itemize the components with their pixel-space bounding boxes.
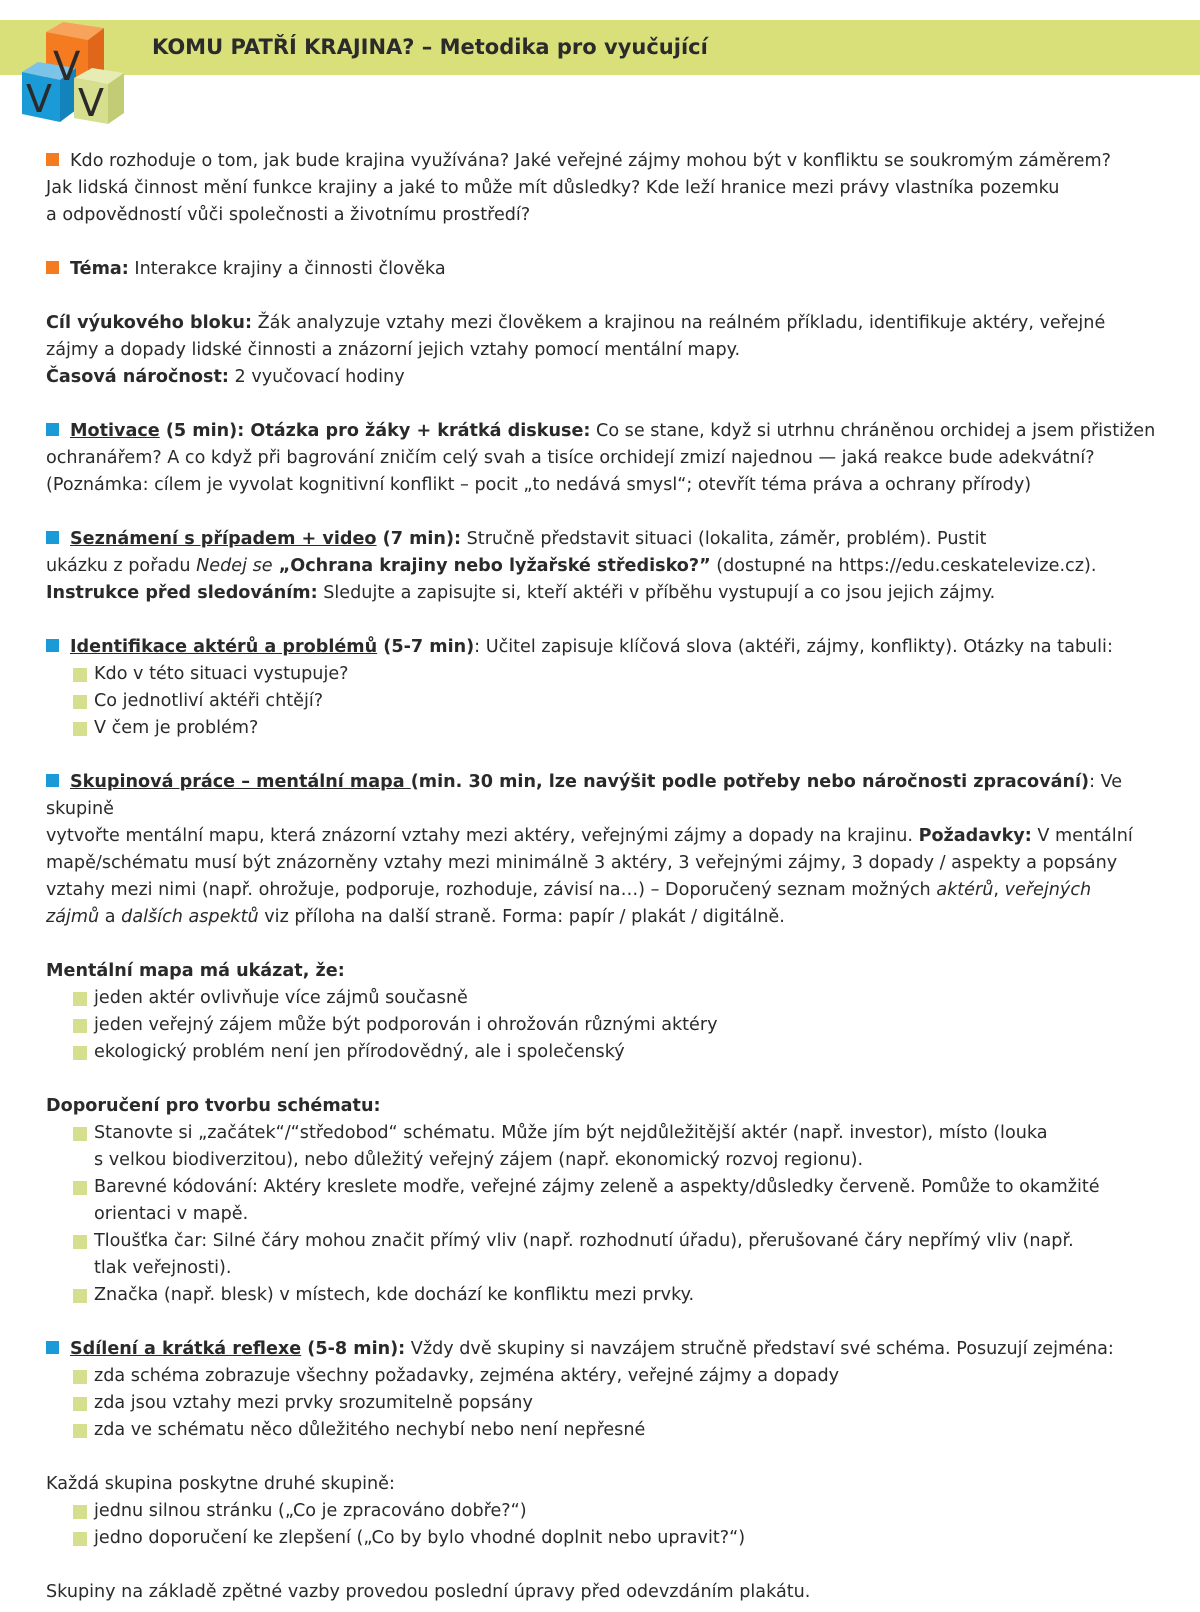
list-item: jeden veřejný zájem může být podporován i ohrožován různými aktéry	[46, 1012, 1176, 1039]
page-title: KOMU PATŘÍ KRAJINA? – Metodika pro vyučující	[152, 35, 708, 59]
green-square-icon	[73, 1424, 87, 1438]
tema-line: Téma: Interakce krajiny a činnosti člověka	[46, 256, 1176, 283]
list-item: V čem je problém?	[46, 715, 1176, 742]
list-item: Značka (např. blesk) v místech, kde dochází ke konfliktu mezi prvky.	[46, 1282, 1176, 1309]
green-square-icon	[73, 1019, 87, 1033]
blue-square-icon	[46, 423, 59, 436]
list-item: jedno doporučení ke zlepšení („Co by bylo vhodné doplnit nebo upravit?“)	[46, 1525, 1176, 1552]
green-square-icon	[73, 1505, 87, 1519]
list-item: Barevné kódování: Aktéry kreslete modře, veřejné zájmy zeleně a aspekty/důsledky červeně. Pomůže to okamžité orientaci v mapě.	[46, 1174, 1176, 1228]
section-title-identifikace: Identifikace aktérů a problémů	[70, 637, 378, 657]
list-item: jednu silnou stránku („Co je zpracováno dobře?“)	[46, 1498, 1176, 1525]
list-item: zda schéma zobrazuje všechny požadavky, zejména aktéry, veřejné zájmy a dopady	[46, 1363, 1176, 1390]
green-square-icon	[73, 1289, 87, 1303]
blue-square-icon	[46, 639, 59, 652]
green-square-icon	[73, 695, 87, 709]
kazda-heading: Každá skupina poskytne druhé skupině:	[46, 1474, 395, 1494]
orange-square-icon	[46, 261, 59, 274]
logo-cubes	[16, 18, 131, 130]
blue-square-icon	[46, 774, 59, 787]
sdileni-section: Sdílení a krátká reflexe (5-8 min): Vždy dvě skupiny si navzájem stručně představí své schéma. Posuzují zejména:	[46, 1336, 1176, 1363]
green-square-icon	[73, 1127, 87, 1141]
identifikace-section: Identifikace aktérů a problémů (5-7 min): Učitel zapisuje klíčová slova (aktéři, zájmy, konflikty). Otázky na tabuli:	[46, 634, 1176, 661]
motivace-section: Motivace (5 min): Otázka pro žáky + krátká diskuse: Co se stane, když si utrhnu chráněnou orchidej a jsem přistižen ochranářem? A co když při bagrování zničím celý svah a tisíce orchidejí zmizí najednou — jaká reakce bude adekvátní? (Poznámka: cílem je vyvolat kognitivní konflikt – pocit „to nedává smysl“; otevřít téma práva a ochrany přírody)	[46, 421, 1156, 495]
list-item: Co jednotliví aktéři chtějí?	[46, 688, 1176, 715]
cil-paragraph: Cíl výukového bloku: Žák analyzuje vztahy mezi člověkem a krajinou na reálném příkladu, identifikuje aktéry, veřejné zájmy a dopady lidské činnosti a znázorní jejich vztahy pomocí mentální mapy. Časová náročnost: 2 vyučovací hodiny	[46, 313, 1106, 387]
blue-square-icon	[46, 1341, 59, 1354]
list-item: jeden aktér ovlivňuje více zájmů současně	[46, 985, 1176, 1012]
green-square-icon	[73, 1181, 87, 1195]
green-square-icon	[73, 1397, 87, 1411]
mapa-heading: Mentální mapa má ukázat, že:	[46, 961, 345, 981]
green-square-icon	[73, 668, 87, 682]
orange-square-icon	[46, 153, 59, 166]
list-item: Stanovte si „začátek“/“středobod“ schématu. Může jím být nejdůležitější aktér (např. investor), místo (louka s velkou biodiverzitou), nebo důležitý veřejný zájem (např. ekonomický rozvoj regionu).	[46, 1120, 1176, 1174]
logo-letter-right: V	[78, 81, 104, 125]
green-square-icon	[73, 1532, 87, 1546]
closing-paragraph: Skupiny na základě zpětné vazby provedou poslední úpravy před odevzdáním plakátu.	[46, 1582, 811, 1602]
section-title-skupinova: Skupinová práce – mentální mapa	[70, 772, 411, 792]
logo-letter-top: V	[53, 44, 81, 90]
green-square-icon	[73, 722, 87, 736]
list-item: Tloušťka čar: Silné čáry mohou značit přímý vliv (např. rozhodnutí úřadu), přerušované čáry nepřímý vliv (např. tlak veřejnosti).	[46, 1228, 1176, 1282]
list-item: zda ve schématu něco důležitého nechybí nebo není nepřesné	[46, 1417, 1176, 1444]
intro-paragraph: Kdo rozhoduje o tom, jak bude krajina využívána? Jaké veřejné zájmy mohou být v konfliktu se soukromým záměrem? Jak lidská činnost mění funkce krajiny a jaké to může mít důsledky? Kde leží hranice mezi právy vlastníka pozemku a odpovědností vůči společnosti a životnímu prostředí?	[46, 151, 1111, 225]
list-item: Kdo v této situaci vystupuje?	[46, 661, 1176, 688]
seznameni-section: Seznámení s případem + video (7 min): Stručně představit situaci (lokalita, záměr, problém). Pustit ukázku z pořadu Nedej se „Ochrana krajiny nebo lyžařské středisko?” (dostupné na https://edu.ceskatelevize.cz). Instrukce před sledováním: Sledujte a zapisujte si, kteří aktéři v příběhu vystupují a co jsou jejich zájmy.	[46, 529, 1097, 603]
doporuceni-heading: Doporučení pro tvorbu schématu:	[46, 1096, 381, 1116]
list-item: zda jsou vztahy mezi prvky srozumitelně popsány	[46, 1390, 1176, 1417]
list-item: ekologický problém není jen přírodovědný, ale i společenský	[46, 1039, 1176, 1066]
green-square-icon	[73, 1046, 87, 1060]
section-title-sdileni: Sdílení a krátká reflexe	[70, 1339, 302, 1359]
section-title-motivace: Motivace	[70, 421, 160, 441]
green-square-icon	[73, 1235, 87, 1249]
green-square-icon	[73, 1370, 87, 1384]
logo-letter-left: V	[26, 77, 52, 121]
skupinova-section: Skupinová práce – mentální mapa (min. 30 min, lze navýšit podle potřeby nebo náročnosti zpracování): Ve skupině vytvořte mentální mapu, která znázorní vztahy mezi aktéry, veřejnými zájmy a dopady na krajinu. Požadavky: V mentální mapě/schématu musí být znázorněny vztahy mezi minimálně 3 aktéry, 3 veřejnými zájmy, 3 dopady / aspekty a popsány vztahy mezi nimi (např. ohrožuje, podporuje, rozhoduje, závisí na…) – Doporučený seznam možných aktérů, veřejných zájmů a dalších aspektů viz příloha na další straně. Forma: papír / plakát / digitálně.	[46, 772, 1133, 927]
section-title-seznameni: Seznámení s případem + video	[70, 529, 377, 549]
blue-square-icon	[46, 531, 59, 544]
main-content	[46, 148, 1176, 1606]
green-square-icon	[73, 992, 87, 1006]
